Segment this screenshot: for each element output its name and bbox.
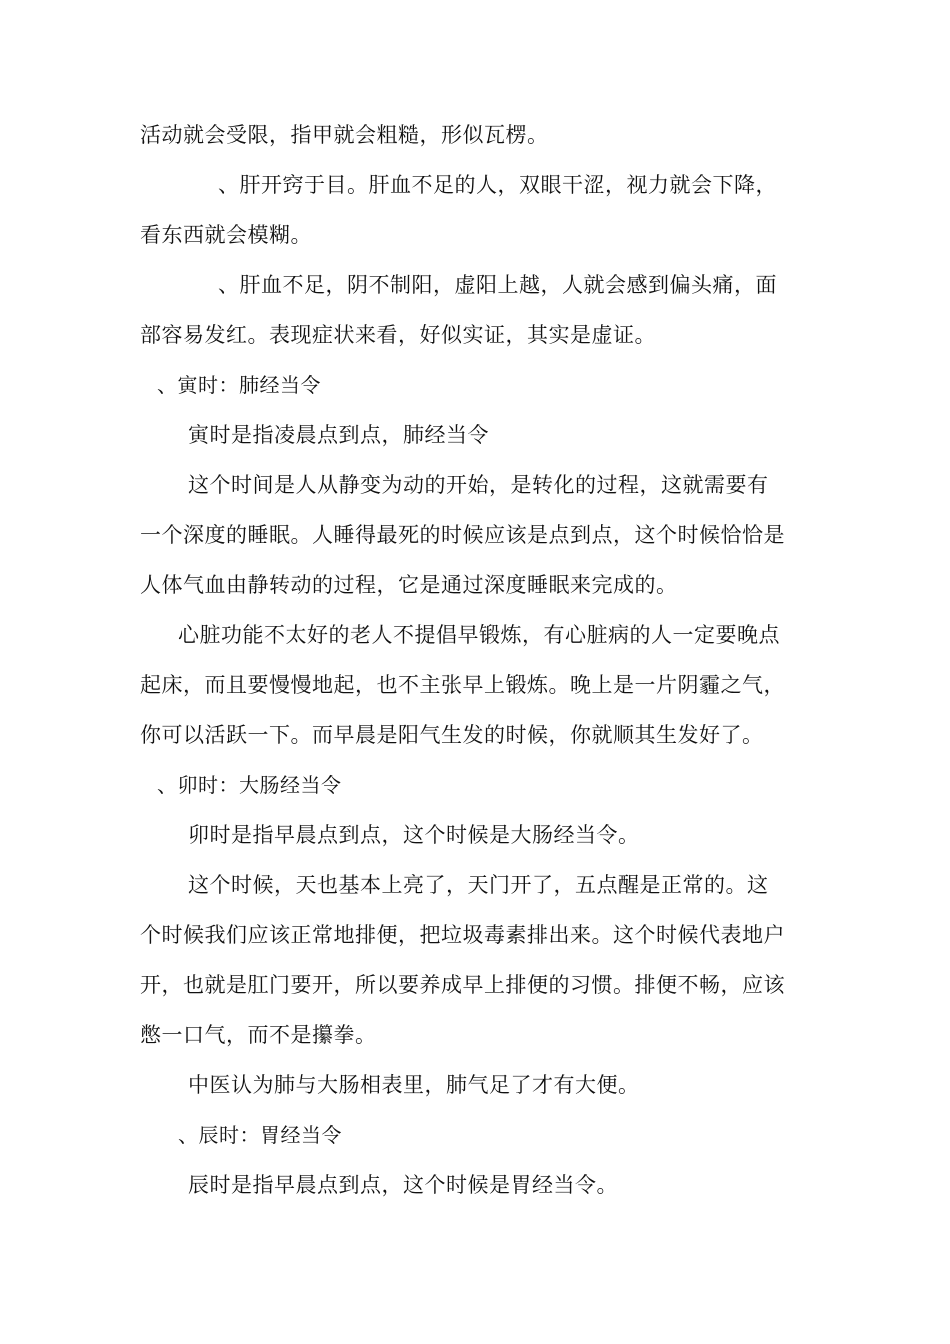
text-line: 辰时是指早晨点到点，这个时候是胃经当令。 <box>188 1173 618 1197</box>
text-line: 起床，而且要慢慢地起，也不主张早上锻炼。晚上是一片阴霾之气， <box>140 673 785 697</box>
text-line: 开，也就是肛门要开，所以要养成早上排便的习惯。排便不畅，应该 <box>140 973 785 997</box>
text-line: 寅时是指凌晨点到点，肺经当令 <box>188 423 489 447</box>
text-line: 中医认为肺与大肠相表里，肺气足了才有大便。 <box>188 1073 640 1097</box>
text-line: 人体气血由静转动的过程，它是通过深度睡眠来完成的。 <box>140 573 678 597</box>
text-line: 个时候我们应该正常地排便，把垃圾毒素排出来。这个时候代表地户 <box>140 923 785 947</box>
text-line: 部容易发红。表现症状来看，好似实证，其实是虚证。 <box>140 323 656 347</box>
section-heading: 、卯时：大肠经当令 <box>157 773 342 797</box>
text-line: 、肝开窍于目。肝血不足的人，双眼干涩，视力就会下降， <box>218 173 777 197</box>
text-line: 你可以活跃一下。而早晨是阳气生发的时候，你就顺其生发好了。 <box>140 723 764 747</box>
text-line: 憋一口气，而不是攥拳。 <box>140 1023 377 1047</box>
text-line: 这个时间是人从静变为动的开始，是转化的过程，这就需要有 <box>188 473 769 497</box>
text-line: 心脏功能不太好的老人不提倡早锻炼，有心脏病的人一定要晚点 <box>178 623 780 647</box>
text-line: 、肝血不足，阴不制阳，虚阳上越，人就会感到偏头痛，面 <box>218 273 777 297</box>
text-line: 一个深度的睡眠。人睡得最死的时候应该是点到点，这个时候恰恰是 <box>140 523 785 547</box>
text-line: 看东西就会模糊。 <box>140 223 312 247</box>
text-line: 卯时是指早晨点到点，这个时候是大肠经当令。 <box>188 823 640 847</box>
text-line: 这个时候，天也基本上亮了，天门开了，五点醒是正常的。这 <box>188 873 769 897</box>
section-heading: 、寅时：肺经当令 <box>157 373 321 397</box>
text-line: 活动就会受限，指甲就会粗糙，形似瓦楞。 <box>140 123 549 147</box>
section-heading: 、辰时：胃经当令 <box>178 1123 342 1147</box>
